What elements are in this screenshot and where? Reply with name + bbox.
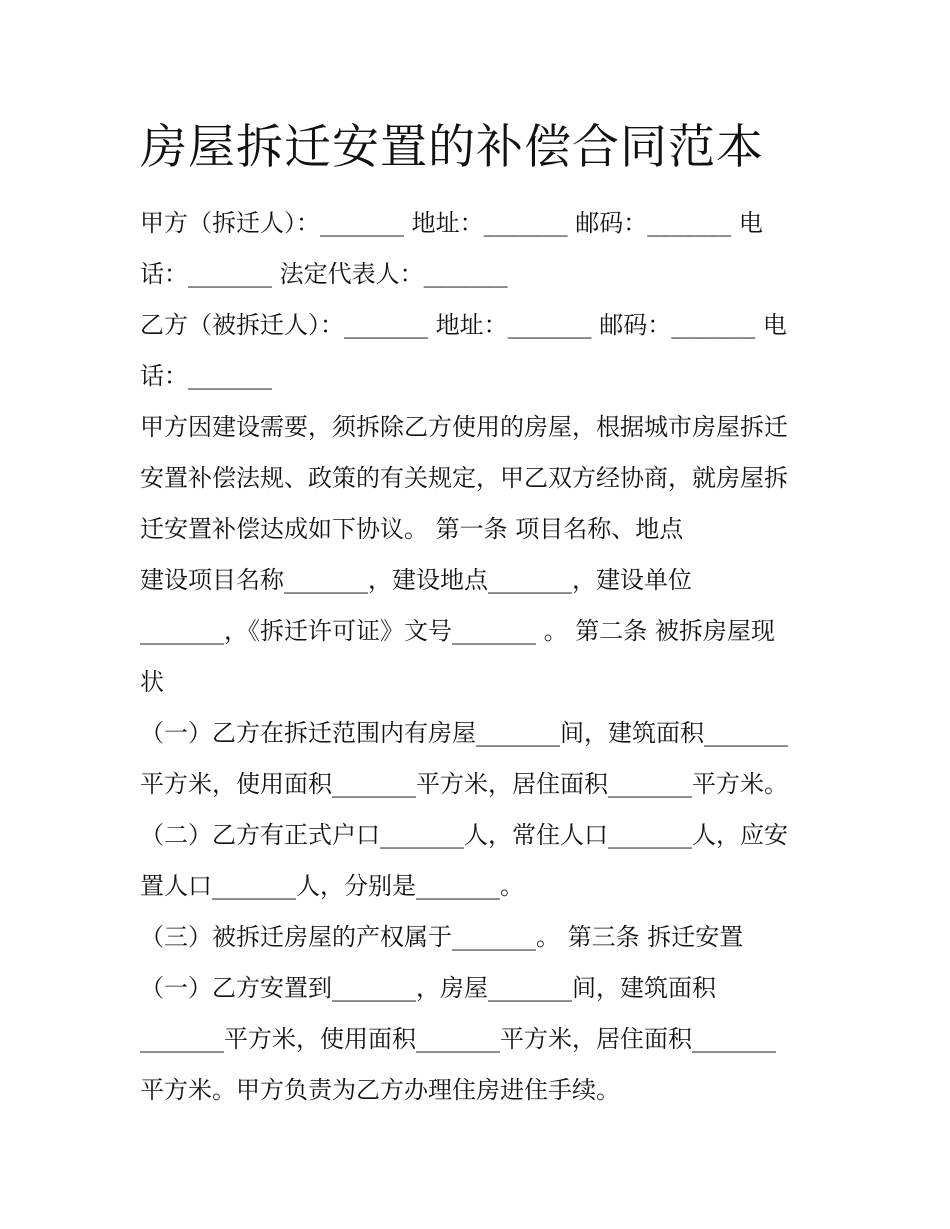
text-line: 甲方（拆迁人）：_______ 地址：_______ 邮码：_______ 电 <box>140 209 763 237</box>
text-line: 置人口_______人，分别是_______。 <box>140 872 524 900</box>
document-title: 房屋拆迁安置的补偿合同范本 <box>140 120 764 175</box>
text-line: 安置补偿法规、政策的有关规定，甲乙双方经协商，就房屋拆 <box>140 464 788 492</box>
text-line: 话：_______ <box>140 362 272 390</box>
text-line: （三）被拆迁房屋的产权属于_______。 第三条 拆迁安置 <box>140 923 744 951</box>
text-line: 建设项目名称_______，建设地点_______，建设单位 <box>140 566 692 594</box>
text-line: 平方米，使用面积_______平方米，居住面积_______平方米。 <box>140 770 788 798</box>
document-body <box>140 198 820 1116</box>
text-line: 话：_______ 法定代表人：_______ <box>140 260 508 288</box>
text-line: 甲方因建设需要，须拆除乙方使用的房屋，根据城市房屋拆迁 <box>140 413 788 441</box>
text-line: （一）乙方安置到_______，房屋_______间，建筑面积 <box>140 974 716 1002</box>
text-line: _______平方米，使用面积_______平方米，居住面积_______ <box>140 1025 776 1053</box>
text-line: 状 <box>140 668 164 696</box>
text-line: 平方米。甲方负责为乙方办理住房进住手续。 <box>140 1076 620 1104</box>
text-line: 乙方（被拆迁人）：_______ 地址：_______ 邮码：_______ 电 <box>140 311 787 339</box>
text-line: 迁安置补偿达成如下协议。 第一条 项目名称、地点 <box>140 515 684 543</box>
text-line: （二）乙方有正式户口_______人，常住人口_______人，应安 <box>140 821 788 849</box>
text-line: （一）乙方在拆迁范围内有房屋_______间，建筑面积_______ <box>140 719 788 747</box>
text-line: _______，《拆迁许可证》文号_______ 。 第二条 被拆房屋现 <box>140 617 775 645</box>
